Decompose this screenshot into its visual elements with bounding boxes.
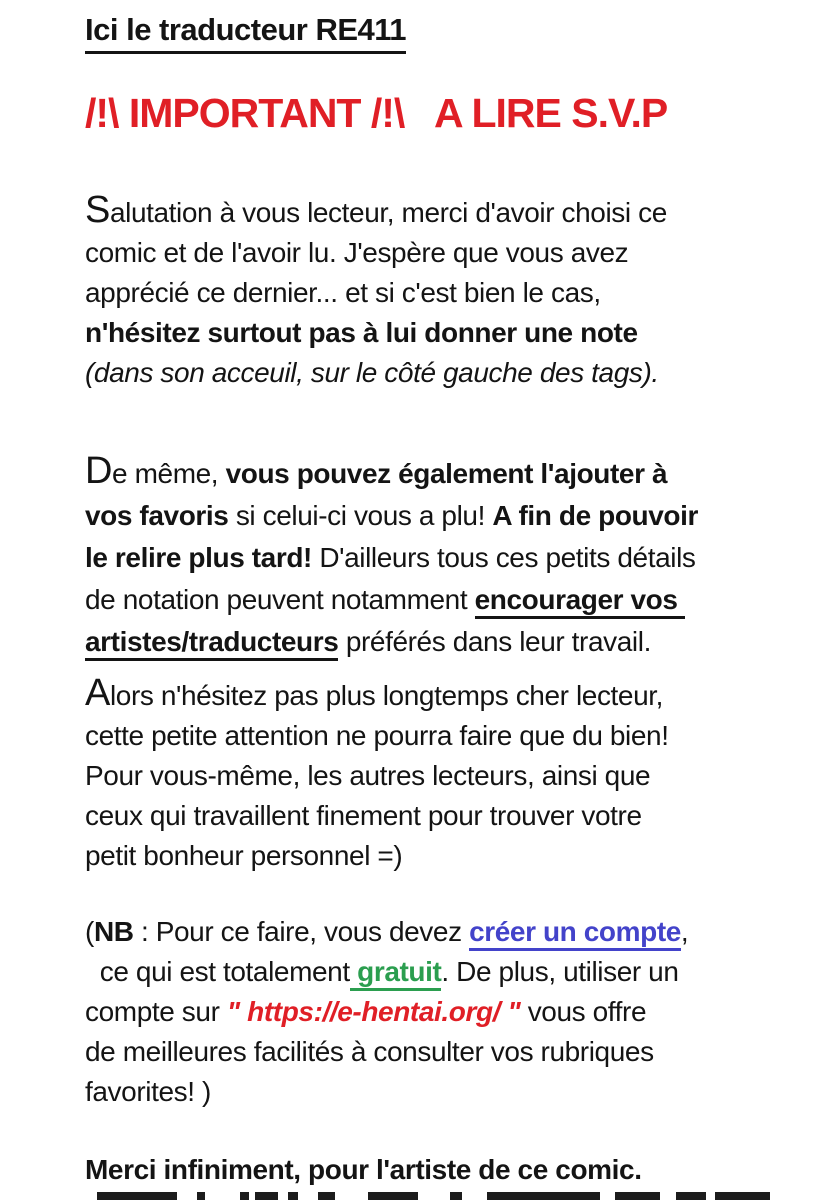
underlined-bold-text: encourager vos <box>475 584 685 619</box>
favorites-paragraph <box>85 451 801 663</box>
paragraph-text: . De plus, utiliser un <box>441 956 679 987</box>
bold-text: vos favoris <box>85 500 229 531</box>
paragraph-text: : Pour ce faire, vous devez <box>133 916 470 947</box>
page-bottom-cutoff-text <box>0 1192 831 1200</box>
rating-location-hint: (dans son acceuil, sur le côté gauche des tags). <box>85 357 659 388</box>
dropcap: S <box>85 189 110 231</box>
rating-call-to-action: n'hésitez surtout pas à lui donner une note <box>85 317 638 348</box>
paragraph-text: vous offre <box>520 996 647 1027</box>
text-line: comic et de l'avoir lu. J'espère que vous avez <box>85 237 629 268</box>
dropcap: A <box>85 672 110 714</box>
text-line <box>85 579 801 621</box>
paragraph-text: ( <box>85 916 94 947</box>
paragraph-text: si celui-ci vous a plu! <box>228 500 493 531</box>
paragraph-text: ce qui est totalement <box>85 956 350 987</box>
intro-paragraph <box>85 190 801 393</box>
dropcap: D <box>85 450 113 492</box>
important-heading: /!\ IMPORTANT /!\ A LIRE S.V.P <box>85 90 668 136</box>
text-line <box>85 451 801 495</box>
ehentai-url[interactable]: " https://e-hentai.org/ " <box>226 996 521 1027</box>
text-line: cette petite attention ne pourra faire que du bien! <box>85 720 669 751</box>
bold-text: A fin de pouvoir <box>492 500 699 531</box>
underlined-bold-text: artistes/traducteurs <box>85 626 338 661</box>
paragraph-text: e même, <box>112 458 226 489</box>
text-line <box>85 952 801 992</box>
text-line: petit bonheur personnel =) <box>85 840 403 871</box>
page-title-text: Ici le traducteur RE411 <box>85 12 406 54</box>
nb-label: NB <box>93 916 134 947</box>
text-line: apprécié ce dernier... et si c'est bien le cas, <box>85 277 601 308</box>
paragraph-text: D'ailleurs tous ces petits détails <box>311 542 696 573</box>
text-line <box>85 673 801 716</box>
text-line: ceux qui travaillent finement pour trouver votre <box>85 800 642 831</box>
text-line <box>85 537 801 579</box>
paragraph-text: lors n'hésitez pas plus longtemps cher lecteur, <box>109 680 664 711</box>
gratuit-link[interactable]: gratuit <box>350 956 442 991</box>
paragraph-text: , <box>680 916 689 947</box>
note-content <box>85 12 801 1186</box>
create-account-link[interactable]: créer un compte <box>469 916 681 951</box>
text-line: Pour vous-même, les autres lecteurs, ainsi que <box>85 760 651 791</box>
text-line <box>85 992 801 1032</box>
bold-text: vous pouvez également l'ajouter à <box>225 458 668 489</box>
nb-paragraph <box>85 912 801 1112</box>
encouragement-paragraph <box>85 673 801 876</box>
bold-text: le relire plus tard! <box>85 542 312 573</box>
text-line <box>85 495 801 537</box>
paragraph-text: alutation à vous lecteur, merci d'avoir choisi ce <box>109 197 667 228</box>
text-line <box>85 621 801 663</box>
text-line: favorites! ) <box>85 1076 211 1107</box>
thanks-line: Merci infiniment, pour l'artiste de ce comic. <box>85 1154 642 1185</box>
paragraph-text: préférés dans leur travail. <box>338 626 651 657</box>
paragraph-text: de notation peuvent notamment <box>85 584 475 615</box>
text-line: de meilleures facilités à consulter vos rubriques <box>85 1036 654 1067</box>
paragraph-text: compte sur <box>85 996 227 1027</box>
page-title <box>85 12 801 54</box>
text-line <box>85 190 801 233</box>
text-line <box>85 912 801 952</box>
